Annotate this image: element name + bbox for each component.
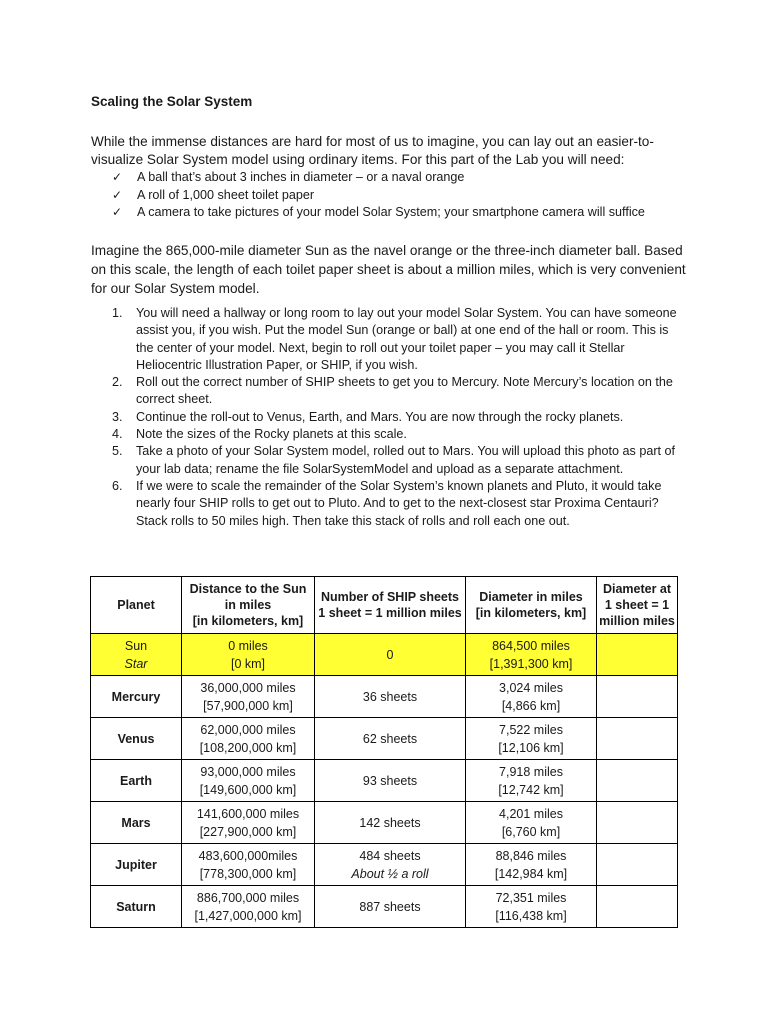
checklist-item-text: A ball that’s about 3 inches in diameter – or a naval orange <box>137 170 465 184</box>
table-row <box>91 718 678 760</box>
cell-planet: Sun Star <box>91 634 182 676</box>
table-row-sun <box>91 634 678 676</box>
cell-planet: Mars <box>91 802 182 844</box>
step-number: 4. <box>112 427 123 442</box>
cell-diameter-scaled[interactable] <box>597 886 678 928</box>
cell-diameter: 88,846 miles [142,984 km] <box>466 844 597 886</box>
step-item <box>112 426 682 443</box>
step-number: 2. <box>112 375 123 390</box>
cell-distance: 141,600,000 miles [227,900,000 km] <box>182 802 315 844</box>
intro-paragraph: While the immense distances are hard for most of us to imagine, you can lay out an easier-to-visualize Solar System model using ordinary items. For this part of the Lab you will need: <box>91 134 654 167</box>
cell-diameter-scaled[interactable] <box>597 760 678 802</box>
cell-distance: 93,000,000 miles [149,600,000 km] <box>182 760 315 802</box>
cell-diameter: 7,918 miles [12,742 km] <box>466 760 597 802</box>
instruction-steps <box>112 305 682 530</box>
cell-diameter: 4,201 miles [6,760 km] <box>466 802 597 844</box>
step-item <box>112 374 682 409</box>
cell-diameter-scaled[interactable] <box>597 676 678 718</box>
materials-checklist <box>112 169 645 222</box>
step-text: You will need a hallway or long room to lay out your model Solar System. You can have someone assist you, if you wish. Put the model Sun (orange or ball) at one end of the hall or room. This is the center of your model. Next, begin to roll out your toilet paper – you may call it Stellar Heliocentric Illustration Paper, or SHIP, if you wish. <box>136 306 677 372</box>
cell-sheets: 142 sheets <box>315 802 466 844</box>
step-item <box>112 443 682 478</box>
cell-diameter: 7,522 miles [12,106 km] <box>466 718 597 760</box>
cell-planet: Jupiter <box>91 844 182 886</box>
step-number: 5. <box>112 444 123 459</box>
scale-paragraph: Imagine the 865,000-mile diameter Sun as the navel orange or the three-inch diameter ball. Based on this scale, the length of each toilet paper sheet is about a million miles, which is very convenient for our Solar System model. <box>91 243 686 296</box>
checklist-item-text: A camera to take pictures of your model Solar System; your smartphone camera will suffice <box>137 205 645 219</box>
checklist-item <box>112 204 645 222</box>
cell-planet: Venus <box>91 718 182 760</box>
step-text: Note the sizes of the Rocky planets at this scale. <box>136 427 407 442</box>
cell-sheets: 0 <box>315 634 466 676</box>
page-title: Scaling the Solar System <box>91 94 253 109</box>
cell-distance: 36,000,000 miles [57,900,000 km] <box>182 676 315 718</box>
table-row <box>91 802 678 844</box>
table-row <box>91 844 678 886</box>
step-text: Continue the roll-out to Venus, Earth, and Mars. You are now through the rocky planets. <box>136 409 624 424</box>
solar-system-table <box>90 576 678 928</box>
header-diameter-scaled: Diameter at 1 sheet = 1 million miles <box>597 577 678 634</box>
step-text: Take a photo of your Solar System model, rolled out to Mars. You will upload this photo as part of your lab data; rename the file SolarSystemModel and upload as a separate attachment. <box>136 444 676 476</box>
table-row <box>91 676 678 718</box>
table-header-row <box>91 577 678 634</box>
cell-sheets: 484 sheets About ½ a roll <box>315 844 466 886</box>
cell-diameter-scaled[interactable] <box>597 802 678 844</box>
header-distance: Distance to the Sun in miles [in kilometers, km] <box>182 577 315 634</box>
cell-diameter-scaled[interactable] <box>597 634 678 676</box>
step-number: 6. <box>112 478 123 493</box>
cell-sheets: 887 sheets <box>315 886 466 928</box>
cell-planet: Earth <box>91 760 182 802</box>
step-item <box>112 409 682 426</box>
cell-diameter: 72,351 miles [116,438 km] <box>466 886 597 928</box>
step-text: Roll out the correct number of SHIP sheets to get you to Mercury. Note Mercury’s location on the correct sheet. <box>136 375 673 407</box>
cell-distance: 483,600,000miles [778,300,000 km] <box>182 844 315 886</box>
cell-sheets: 62 sheets <box>315 718 466 760</box>
step-item <box>112 305 682 374</box>
step-item <box>112 478 682 530</box>
step-number: 3. <box>112 409 123 424</box>
cell-sheets: 36 sheets <box>315 676 466 718</box>
checkmark-icon: ✓ <box>112 170 123 184</box>
cell-diameter: 864,500 miles [1,391,300 km] <box>466 634 597 676</box>
checkmark-icon: ✓ <box>112 187 123 202</box>
header-sheets: Number of SHIP sheets 1 sheet = 1 million miles <box>315 577 466 634</box>
header-diameter: Diameter in miles [in kilometers, km] <box>466 577 597 634</box>
cell-planet: Saturn <box>91 886 182 928</box>
cell-diameter-scaled[interactable] <box>597 718 678 760</box>
checklist-item-text: A roll of 1,000 sheet toilet paper <box>137 187 315 202</box>
checklist-item <box>112 169 645 187</box>
cell-distance: 886,700,000 miles [1,427,000,000 km] <box>182 886 315 928</box>
cell-sheets: 93 sheets <box>315 760 466 802</box>
cell-diameter-scaled[interactable] <box>597 844 678 886</box>
step-number: 1. <box>112 306 123 320</box>
header-planet: Planet <box>91 577 182 634</box>
table-row <box>91 886 678 928</box>
checklist-item <box>112 187 645 205</box>
cell-distance: 62,000,000 miles [108,200,000 km] <box>182 718 315 760</box>
cell-distance: 0 miles [0 km] <box>182 634 315 676</box>
table-row <box>91 760 678 802</box>
step-text: If we were to scale the remainder of the Solar System’s known planets and Pluto, it would take nearly four SHIP rolls to get out to Pluto. And to get to the next-closest star Proxima Centauri? Stack rolls to 50 miles high. Then take this stack of rolls and roll each one out. <box>136 478 662 528</box>
cell-planet: Mercury <box>91 676 182 718</box>
sheets-note: About ½ a roll <box>351 866 429 881</box>
cell-diameter: 3,024 miles [4,866 km] <box>466 676 597 718</box>
checkmark-icon: ✓ <box>112 205 123 219</box>
